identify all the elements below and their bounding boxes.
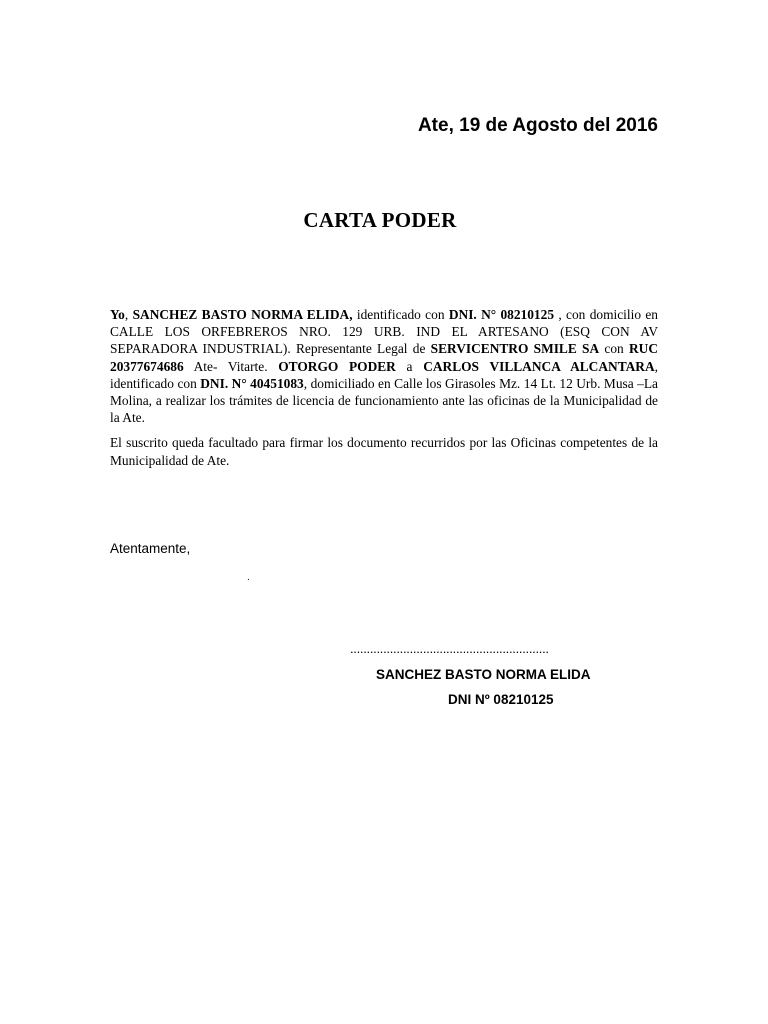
attorney-name: CARLOS VILLANCA ALCANTARA <box>423 358 655 374</box>
text-run: , con domicilio en CALLE LOS ORFEBREROS NRO. 129 URB. IND EL ARTESANO (ESQ CON AV SEPARADORA INDUSTRIAL). Representante Legal de <box>110 307 658 357</box>
text-run: con <box>599 341 629 357</box>
document-title: CARTA PODER <box>303 208 457 232</box>
text-bold: Yo <box>110 307 125 322</box>
text-run: a <box>395 358 424 374</box>
company-name: SERVICENTRO SMILE SA <box>430 341 600 357</box>
document-body <box>110 306 658 477</box>
text-run: , domiciliado en Calle los Girasoles Mz. 14 Lt. 12 Urb. Musa –La Molina, a realizar los trámites de licencia de funcionamiento ante las oficinas de la Municipalidad de la Ate. <box>110 375 658 426</box>
text-run: , identificado con <box>110 358 658 391</box>
company-ruc: RUC 20377674686 <box>110 341 658 374</box>
paragraph-authorization: El suscrito queda facultado para firmar los documento recurridos por las Oficinas competentes de la Municipalidad de Ate. <box>110 435 658 468</box>
signer-dni: DNI Nº 08210125 <box>448 692 554 707</box>
text-run: Ate- Vitarte. <box>183 358 279 374</box>
closing-salutation: Atentamente, <box>110 541 191 556</box>
grant-phrase: OTORGO PODER <box>278 358 396 374</box>
text-run: , <box>124 307 133 322</box>
signer-name: SANCHEZ BASTO NORMA ELIDA <box>376 667 591 682</box>
text-run: identificado con <box>352 307 449 322</box>
paragraph-grant-of-power <box>110 306 658 426</box>
attorney-dni: DNI. N° 40451083 <box>200 375 304 391</box>
stray-mark: . <box>247 572 250 583</box>
signature-line: ............................................................ <box>350 641 549 656</box>
grantor-name: SANCHEZ BASTO NORMA ELIDA, <box>132 307 353 322</box>
date-line: Ate, 19 de Agosto del 2016 <box>417 115 658 136</box>
grantor-dni: DNI. N° 08210125 <box>448 307 555 322</box>
